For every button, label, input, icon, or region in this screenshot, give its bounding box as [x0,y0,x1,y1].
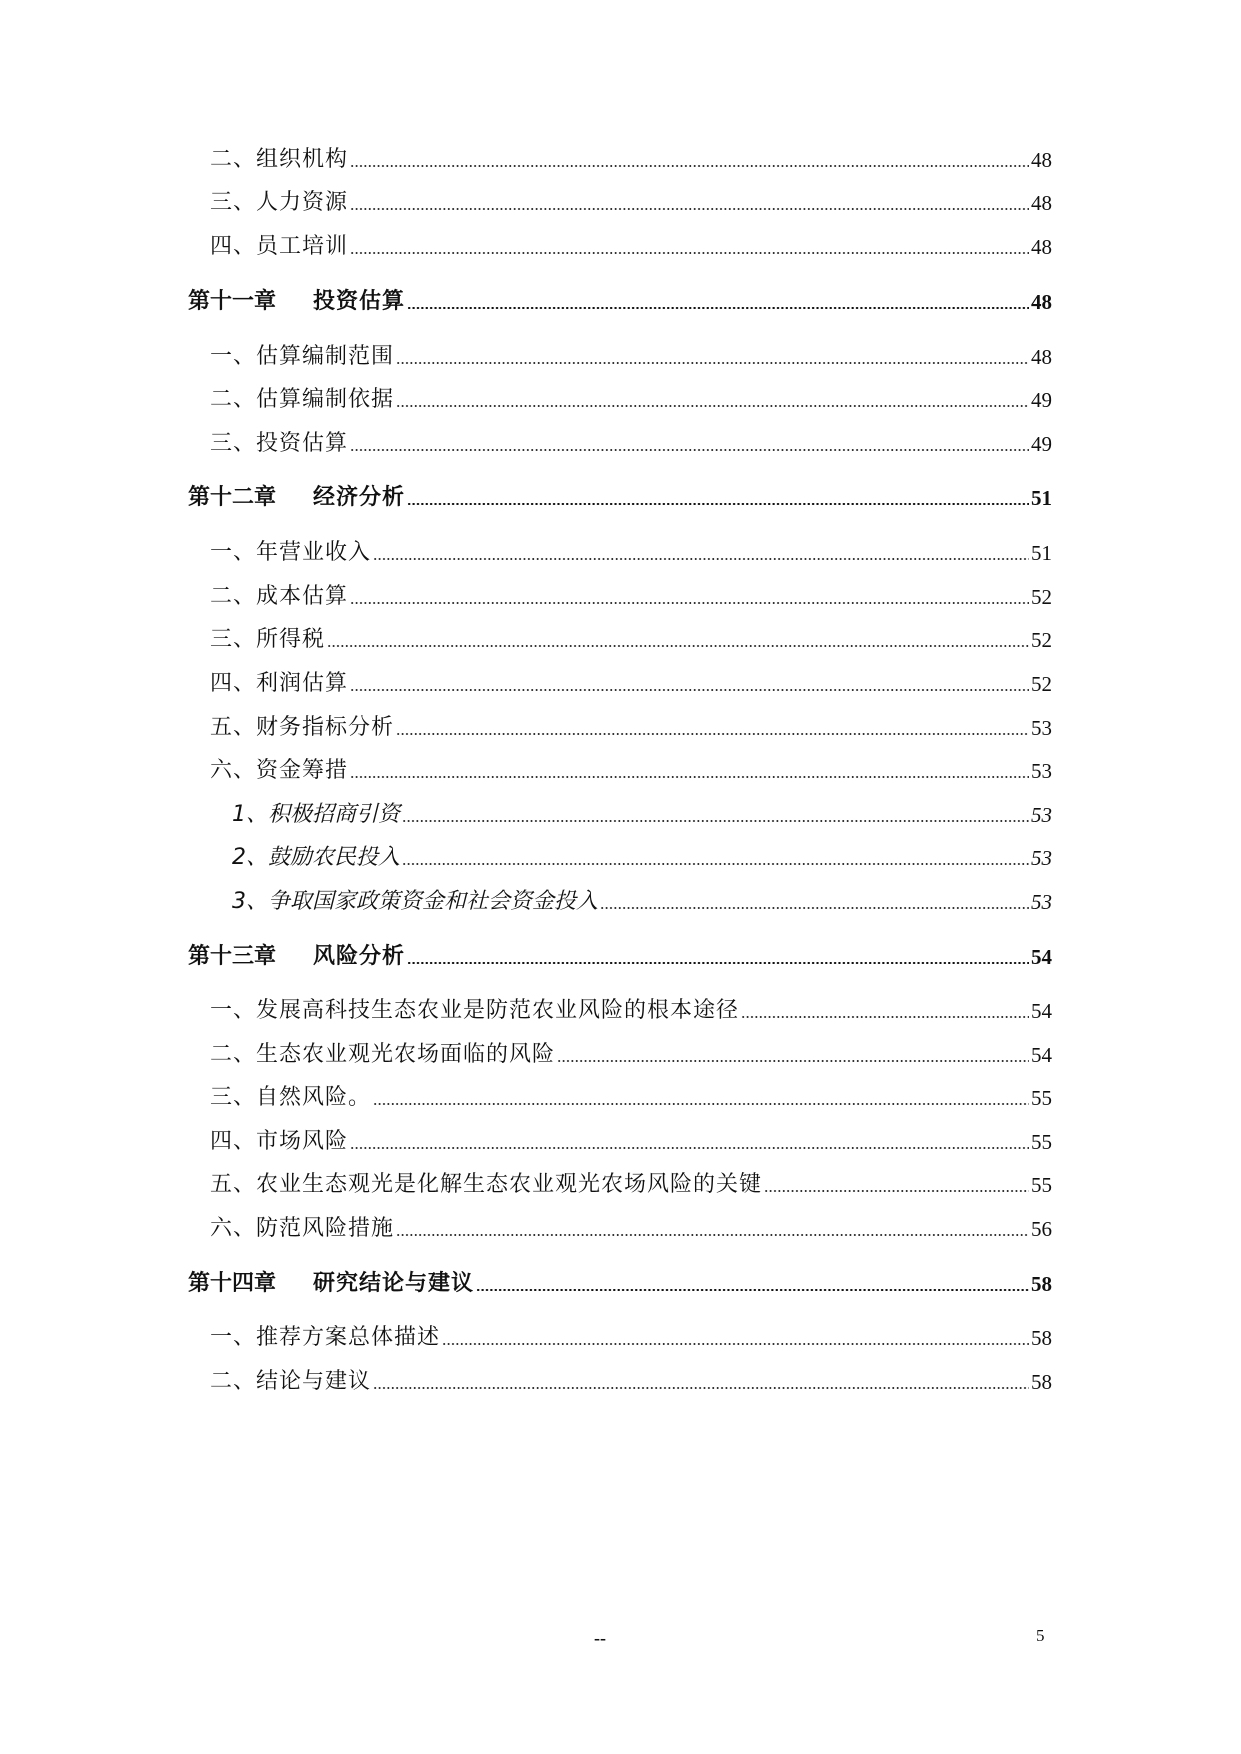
toc-entry[interactable] [210,380,1052,414]
toc-entry[interactable] [210,708,1052,742]
toc-entry-page: 53 [1031,803,1052,827]
dot-leader [396,362,1029,364]
toc-entry-page: 48 [1031,148,1052,172]
toc-entry-page: 58 [1031,1326,1052,1350]
dot-leader [402,863,1029,865]
dot-leader [396,733,1029,735]
dot-leader [402,820,1029,822]
dot-leader [396,1234,1029,1236]
toc-entry-title: 三、自然风险。 [210,1085,372,1110]
toc-entry-title: 一、年营业收入 [210,540,372,565]
dot-leader [407,503,1029,505]
toc-entry[interactable] [210,1035,1052,1069]
toc-entry-page: 51 [1031,486,1052,510]
toc-chapter[interactable] [188,937,1052,971]
toc-entry-page: 54 [1031,999,1052,1023]
toc-entry-title: 四、利润估算 [210,671,349,696]
toc-entry-page: 52 [1031,672,1052,696]
toc-entry-page: 52 [1031,628,1052,652]
toc-entry-title: 2、鼓励农民投入 [232,845,400,870]
chapter-title: 投资估算 [313,289,406,314]
toc-entry-title: 三、人力资源 [210,190,349,215]
toc-entry[interactable] [210,533,1052,567]
dot-leader [407,307,1029,309]
toc-entry-title: 二、结论与建议 [210,1369,372,1394]
dot-leader [350,449,1029,451]
toc-entry[interactable] [210,227,1052,261]
toc-entry-title: 二、估算编制依据 [210,387,395,412]
toc-entry[interactable] [210,1122,1052,1156]
dot-leader [327,645,1029,647]
toc-entry-title: 四、市场风险 [210,1129,349,1154]
footer-page-number: 5 [1036,1626,1045,1645]
toc-entry-title: 六、资金筹措 [210,758,349,783]
toc-entry-title: 六、防范风险措施 [210,1216,395,1241]
chapter-number: 第十一章 [188,289,277,314]
chapter-number: 第十三章 [188,944,277,969]
toc-entry-page: 48 [1031,191,1052,215]
toc-chapter[interactable] [188,478,1052,512]
dot-leader [373,1387,1029,1389]
toc-entry[interactable] [210,664,1052,698]
toc-subentry[interactable] [232,882,1052,916]
dot-leader [373,1103,1029,1105]
toc-entry-page: 51 [1031,541,1052,565]
chapter-title: 经济分析 [313,485,406,510]
toc-entry-page: 48 [1031,290,1052,314]
dot-leader [350,165,1029,167]
dot-leader [350,1147,1029,1149]
chapter-title: 研究结论与建议 [313,1271,475,1296]
toc-entry-page: 48 [1031,235,1052,259]
toc-entry-page: 53 [1031,846,1052,870]
toc-entry-page: 52 [1031,585,1052,609]
toc-entry-title: 五、农业生态观光是化解生态农业观光农场风险的关键 [210,1172,763,1197]
chapter-number: 第十二章 [188,485,277,510]
toc-entry[interactable] [210,140,1052,174]
toc-entry[interactable] [210,1078,1052,1112]
toc-entry-title: 五、财务指标分析 [210,715,395,740]
dot-leader [741,1016,1029,1018]
dot-leader [557,1060,1029,1062]
dot-leader [350,776,1029,778]
toc-entry[interactable] [210,991,1052,1025]
toc-subentry[interactable] [232,795,1052,829]
toc-entry[interactable] [210,1318,1052,1352]
toc-entry-page: 53 [1031,890,1052,914]
dot-leader [350,602,1029,604]
toc-entry-page: 53 [1031,759,1052,783]
toc-entry-title: 三、投资估算 [210,431,349,456]
toc-entry-title: 二、组织机构 [210,147,349,172]
toc-entry[interactable] [210,1362,1052,1396]
toc-subentry[interactable] [232,838,1052,872]
toc-entry-page: 54 [1031,945,1052,969]
toc-entry-page: 56 [1031,1217,1052,1241]
toc-entry-page: 55 [1031,1086,1052,1110]
toc-entry-title: 一、推荐方案总体描述 [210,1325,441,1350]
dot-leader [600,907,1029,909]
toc-entry-page: 58 [1031,1272,1052,1296]
toc-entry-title: 一、发展高科技生态农业是防范农业风险的根本途径 [210,998,740,1023]
toc-entry-page: 48 [1031,345,1052,369]
toc-entry-title: 一、估算编制范围 [210,344,395,369]
dot-leader [407,962,1029,964]
toc-entry[interactable] [210,1165,1052,1199]
toc-chapter[interactable] [188,282,1052,316]
toc-entry-title: 3、争取国家政策资金和社会资金投入 [232,889,598,914]
toc-entry-title: 二、成本估算 [210,584,349,609]
toc-entry-title: 二、生态农业观光农场面临的风险 [210,1042,556,1067]
toc-entry-title: 1、积极招商引资 [232,802,400,827]
toc-entry-page: 55 [1031,1173,1052,1197]
dot-leader [350,208,1029,210]
dot-leader [350,252,1029,254]
dot-leader [476,1289,1029,1291]
toc-entry-title: 四、员工培训 [210,234,349,259]
dot-leader [764,1190,1029,1192]
toc-entry-page: 54 [1031,1043,1052,1067]
toc-entry[interactable] [210,337,1052,371]
dot-leader [396,405,1029,407]
toc-entry[interactable] [210,183,1052,217]
toc-entry[interactable] [210,751,1052,785]
toc-entry-page: 49 [1031,432,1052,456]
toc-entry-page: 49 [1031,388,1052,412]
dot-leader [373,558,1029,560]
dot-leader [350,689,1029,691]
toc-entry-page: 53 [1031,716,1052,740]
toc-chapter[interactable] [188,1264,1052,1298]
toc-entry[interactable] [210,577,1052,611]
toc-entry-title: 三、所得税 [210,627,326,652]
toc-entry-page: 55 [1031,1130,1052,1154]
chapter-number: 第十四章 [188,1271,277,1296]
toc-entry-page: 58 [1031,1370,1052,1394]
toc-entry[interactable] [210,1209,1052,1243]
toc-entry[interactable] [210,620,1052,654]
dot-leader [442,1343,1029,1345]
toc-entry[interactable] [210,424,1052,458]
chapter-title: 风险分析 [313,944,406,969]
footer-center-mark: -- [594,1628,606,1648]
